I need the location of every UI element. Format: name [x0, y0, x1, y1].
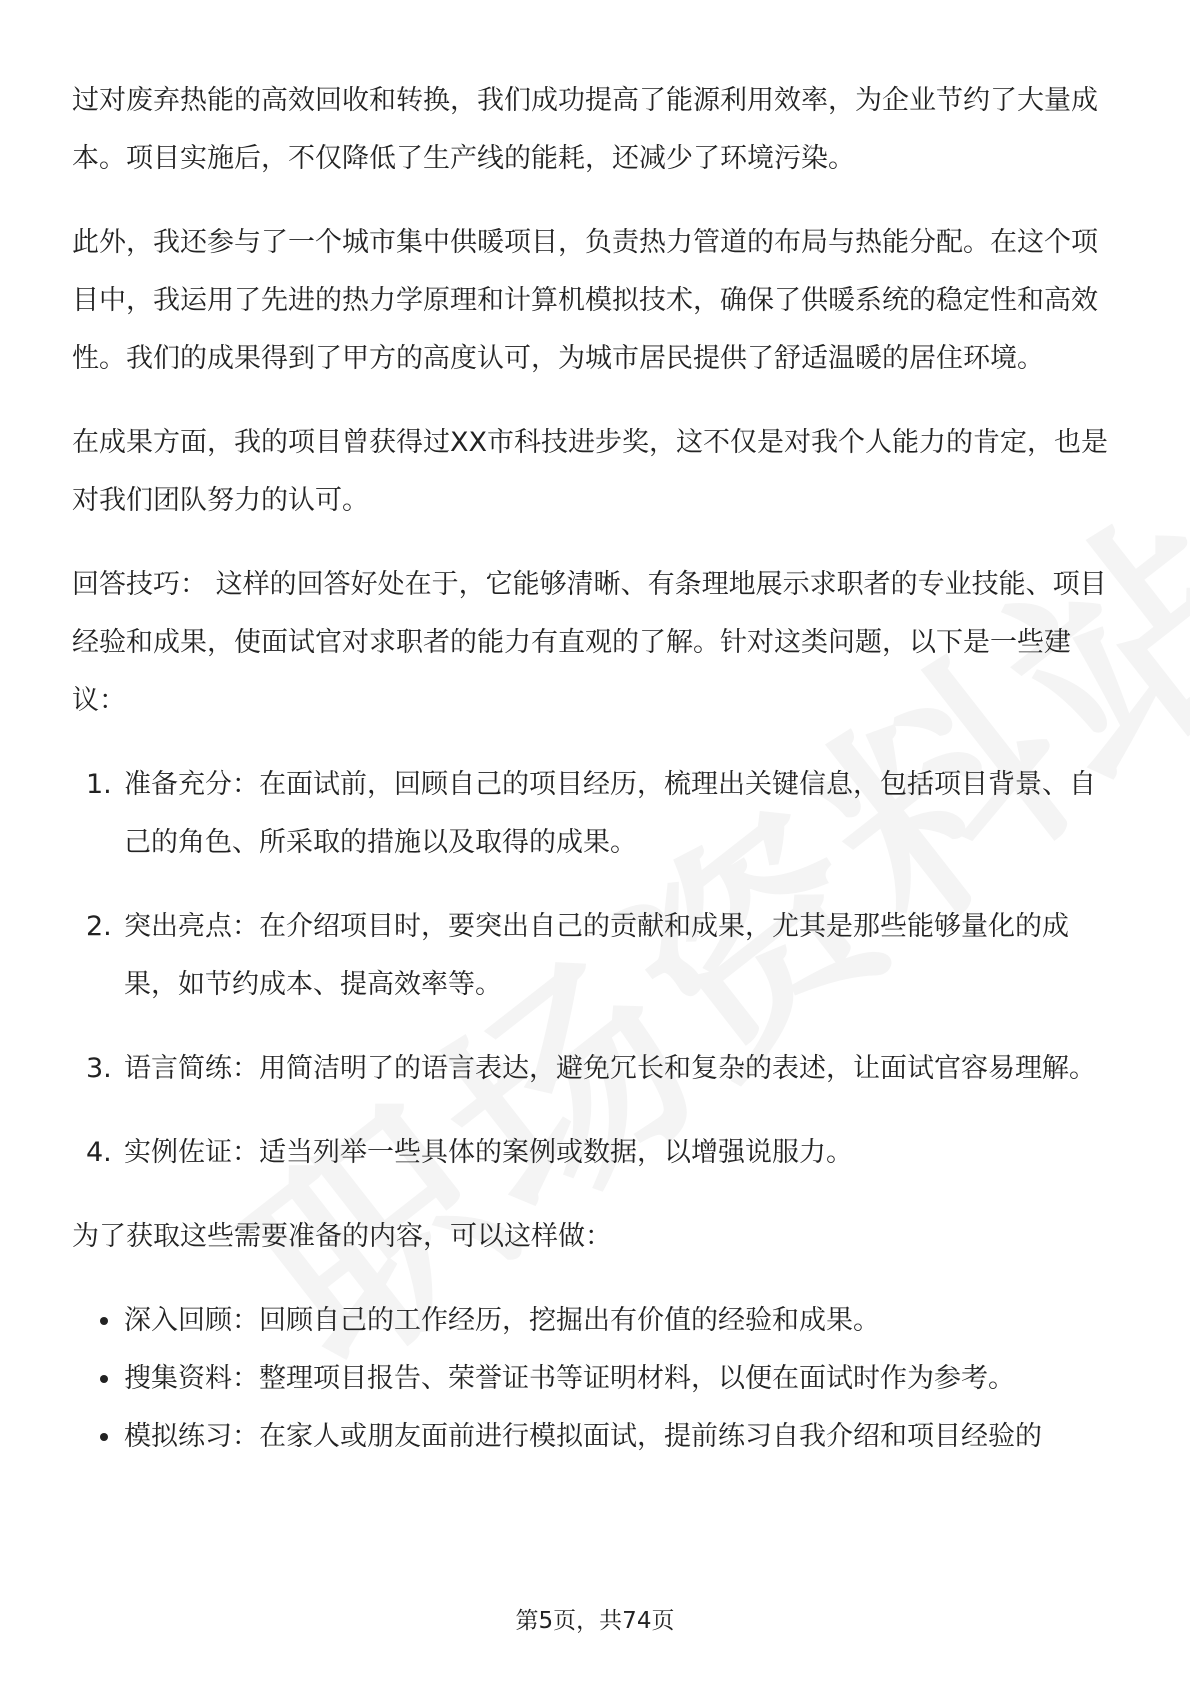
list-item — [72, 1292, 1118, 1350]
page-number: 第5页，共74页 — [515, 1608, 675, 1634]
list-item — [72, 1040, 1118, 1098]
list-item-number: 1. — [86, 769, 112, 800]
list-item — [72, 1124, 1118, 1182]
list-item — [72, 1408, 1118, 1466]
list-item-text: 实例佐证：适当列举一些具体的案例或数据，以增强说服力。 — [124, 1137, 853, 1168]
list-item-number: 3. — [86, 1053, 112, 1084]
list-item — [72, 756, 1118, 872]
list-item-text: 搜集资料：整理项目报告、荣誉证书等证明材料，以便在面试时作为参考。 — [124, 1363, 1015, 1394]
bullet-icon — [100, 1433, 108, 1441]
paragraph-preparation: 为了获取这些需要准备的内容，可以这样做： — [72, 1221, 612, 1252]
bullet-icon — [100, 1317, 108, 1325]
document-body — [72, 72, 1118, 1466]
preparation-list — [72, 1292, 1118, 1466]
suggestion-list — [72, 756, 1118, 1182]
list-item — [72, 1350, 1118, 1408]
paragraph-3: 在成果方面，我的项目曾获得过XX市科技进步奖，这不仅是对我个人能力的肯定，也是对我们团队努力的认可。 — [72, 427, 1108, 516]
list-item-text: 模拟练习：在家人或朋友面前进行模拟面试，提前练习自我介绍和项目经验的 — [124, 1421, 1042, 1452]
list-item-text: 语言简练：用简洁明了的语言表达，避免冗长和复杂的表述，让面试官容易理解。 — [124, 1053, 1096, 1084]
paragraph-2: 此外，我还参与了一个城市集中供暖项目，负责热力管道的布局与热能分配。在这个项目中，我运用了先进的热力学原理和计算机模拟技术，确保了供暖系统的稳定性和高效性。我们的成果得到了甲方的高度认可，为城市居民提供了舒适温暖的居住环境。 — [72, 227, 1098, 374]
bullet-icon — [100, 1375, 108, 1383]
list-item-number: 4. — [86, 1137, 112, 1168]
list-item-text: 突出亮点：在介绍项目时，要突出自己的贡献和成果，尤其是那些能够量化的成果，如节约成本、提高效率等。 — [124, 911, 1069, 1000]
list-item-text: 准备充分：在面试前，回顾自己的项目经历，梳理出关键信息，包括项目背景、自己的角色、所采取的措施以及取得的成果。 — [124, 769, 1096, 858]
list-item-number: 2. — [86, 911, 112, 942]
list-item — [72, 898, 1118, 1014]
paragraph-1: 过对废弃热能的高效回收和转换，我们成功提高了能源利用效率，为企业节约了大量成本。项目实施后，不仅降低了生产线的能耗，还减少了环境污染。 — [72, 85, 1098, 174]
paragraph-answer-tips: 回答技巧： 这样的回答好处在于，它能够清晰、有条理地展示求职者的专业技能、项目经验和成果，使面试官对求职者的能力有直观的了解。针对这类问题，以下是一些建议： — [72, 569, 1107, 716]
list-item-text: 深入回顾：回顾自己的工作经历，挖掘出有价值的经验和成果。 — [124, 1305, 880, 1336]
